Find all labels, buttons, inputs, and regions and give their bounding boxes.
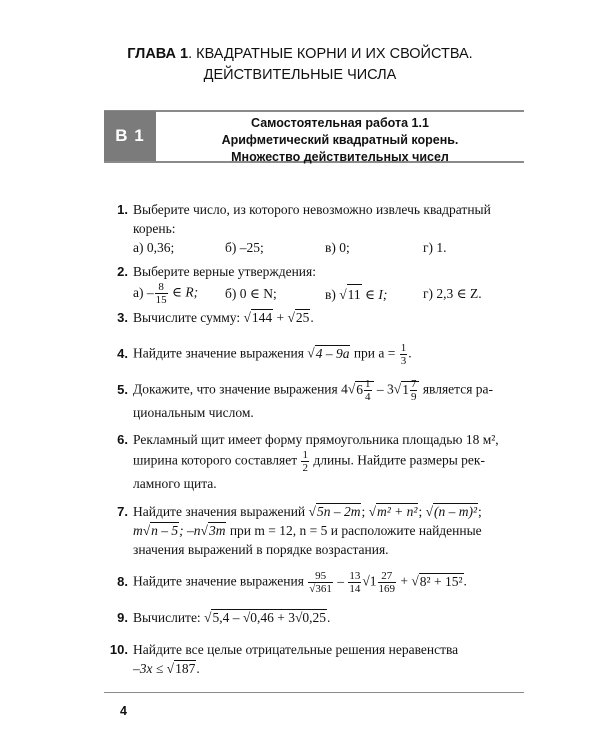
fraction: $\frac{1}{2}$ [302,449,308,474]
task-text: ; √ [418,504,433,519]
task-text: . [310,310,314,325]
task-text: – 3√ [376,381,402,397]
task-text: ; –n√ [179,523,208,538]
task-6 [106,430,530,493]
chapter-title-line2: ДЕЙСТВИТЕЛЬНЫЕ ЧИСЛА [203,67,397,83]
option-a-suffix: ∈ R; [172,284,199,300]
task-text: . [196,661,200,676]
task-text: Найдите все целые отрицательные решения неравенства [133,642,459,657]
variant-badge: В 1 [104,111,156,161]
fraction: $\frac{8}{15}$ [155,281,167,306]
task-text: при m = 12, n = 5 и расположите найденные [229,523,482,538]
work-title-line1: Самостоятельная работа 1.1 [251,116,429,130]
task-text: является ра- [422,381,494,397]
option-b: б) 0 ∈ N; [225,286,277,301]
footer-rule [104,692,524,693]
header-top-rule [104,110,524,112]
task-text: . [463,573,467,589]
task-text: Рекламный щит имеет форму прямоугольника площадью 18 м², [133,432,499,447]
fraction: $\frac{95}{√361}$ [309,570,332,595]
task-7 [106,502,530,559]
radicand: 8² + 15² [419,573,463,589]
task-text: √1 [362,573,377,589]
radicand: 11 [347,284,362,304]
task-10 [106,640,530,678]
radicand: n – 5 [151,523,179,538]
radicand: 25 [295,310,310,325]
task-text: ; √ [361,504,376,519]
task-text: + √ [400,573,419,589]
fraction: $\frac{27}{169}$ [378,570,396,595]
task-text: Найдите значение выражения √ [133,345,315,361]
task-number: 10. [109,642,128,657]
option-a: а) 0,36; [133,240,175,255]
work-title [156,115,524,166]
task-1 [106,200,530,257]
task-text: при a = [353,345,396,361]
task-4 [106,342,530,367]
task-3 [106,308,530,327]
radicand: 1 $\frac{7}{9}$ [401,381,419,397]
task-text: Вычислите: √ [133,610,212,625]
task-text: –3x ≤ √ [133,661,175,676]
radicand: 3m [208,523,226,538]
option-d: г) 1. [423,240,447,255]
task-number: 9. [117,610,128,625]
work-title-line3: Множество действительных чисел [231,150,449,164]
radicand: 4 – 9a [315,345,350,361]
task-2 [106,262,530,306]
task-text: ширина которого составляет [133,452,298,468]
task-text: + √ [276,310,295,325]
radicand: 6 $\frac{1}{4}$ [355,381,373,397]
page-number: 4 [120,704,127,718]
task-8 [106,570,530,595]
option-c: в) 0; [325,240,350,255]
task-number: 5. [117,381,128,397]
task-number: 3. [117,310,128,325]
task-text: корень: [133,221,176,236]
radicand: 5,4 – √0,46 + 3√0,25 [212,610,327,625]
task-text: Найдите значения выражений √ [133,504,316,519]
work-title-line2: Арифметический квадратный корень. [221,133,459,147]
option-c-suffix: ∈ I; [365,286,388,302]
chapter-label: ГЛАВА 1 [127,46,189,62]
task-text: ; [478,504,482,519]
task-text: циональным числом. [133,405,254,420]
task-text: ламного щита. [133,476,217,491]
task-text: – [337,573,344,589]
task-5 [106,378,530,422]
task-text: длины. Найдите размеры рек- [313,452,485,468]
task-text: Найдите значение выражения [133,573,304,589]
option-b: б) –25; [225,240,264,255]
radicand: 5n – 2m [316,504,361,519]
fraction: $\frac{13}{14}$ [349,570,361,595]
task-number: 2. [117,264,128,279]
task-text: Вычислите сумму: √ [133,310,251,325]
task-9 [106,608,530,627]
task-number: 7. [117,504,128,519]
task-text: Выберите верные утверждения: [133,264,316,279]
radicand: m² + n² [376,504,418,519]
option-c-prefix: в) √ [325,286,347,302]
radicand: 187 [175,661,196,676]
task-text: m√ [133,523,151,538]
task-text: Выберите число, из которого невозможно извлечь квадратный [133,202,491,217]
chapter-heading [0,44,600,86]
task-number: 4. [117,345,128,361]
radicand: (n – m)² [434,504,478,519]
radicand: 144 [251,310,273,325]
task-text: Докажите, что значение выражения 4√ [133,381,356,397]
fraction: $\frac{1}{3}$ [400,342,407,367]
task-number: 1. [117,202,128,217]
task-text: . [408,345,412,361]
task-text: . [327,610,331,625]
option-a-prefix: а) – [133,284,154,300]
chapter-title-line1: . КВАДРАТНЫЕ КОРНИ И ИХ СВОЙСТВА. [188,46,473,62]
option-d: г) 2,3 ∈ Z. [423,286,482,301]
task-number: 6. [117,432,128,447]
task-number: 8. [117,573,128,589]
task-text: значения выражений в порядке возрастания. [133,542,389,557]
